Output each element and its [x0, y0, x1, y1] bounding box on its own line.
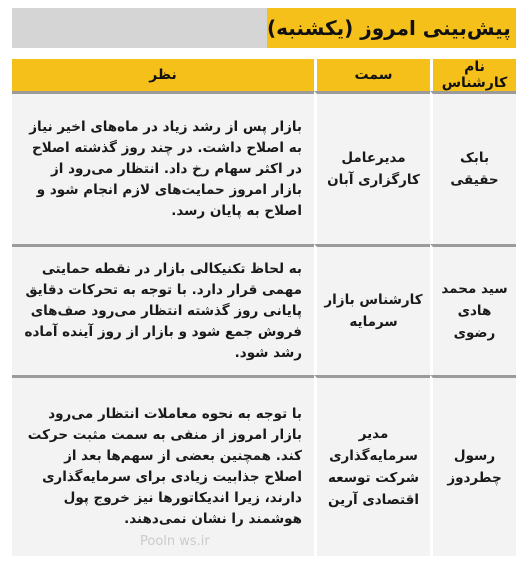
forecast-table — [12, 59, 516, 556]
expert-name: سید محمد هادی رضوی — [441, 281, 508, 341]
expert-position-cell — [314, 244, 430, 375]
column-header-opinion: نظر — [12, 59, 314, 91]
table-header-row — [12, 59, 516, 91]
expert-name-cell — [430, 375, 516, 556]
expert-position: مدیرعامل کارگزاری آبان — [327, 150, 420, 188]
expert-name: بابک حقیقی — [450, 150, 499, 188]
expert-position: مدیر سرمایه‌گذاری شرکت توسعه اقتصادی آرین — [327, 426, 420, 508]
expert-name: رسول چطردوز — [447, 448, 502, 486]
expert-position: کارشناس بازار سرمایه — [324, 292, 423, 330]
title-bar — [12, 8, 516, 48]
watermark: Pooln ws.ir — [140, 534, 210, 549]
expert-opinion-cell — [12, 244, 314, 375]
expert-position-cell — [314, 375, 430, 556]
expert-opinion: به لحاظ تکنیکالی بازار در نقطه حمایتی مهمی قرار دارد. با توجه به تحرکات دقایق پایانی روز گذشته انتظار می‌رود صف‌های فروش جمع شود و بازار از روز آینده آماده رشد شود. — [24, 260, 302, 361]
expert-name-cell — [430, 244, 516, 375]
expert-name-cell — [430, 91, 516, 244]
table-row — [12, 375, 516, 556]
page-title: پیش‌بینی امروز (یکشنبه) — [267, 16, 511, 40]
expert-opinion-cell — [12, 91, 314, 244]
column-header-name: نام کارشناس — [430, 59, 516, 91]
column-header-position: سمت — [314, 59, 430, 91]
table-row — [12, 91, 516, 244]
expert-opinion-cell — [12, 375, 314, 556]
expert-opinion: با توجه به نحوه معاملات انتظار می‌رود بازار امروز از منفی به سمت مثبت حرکت کند. همچنین بعضی از سهم‌ها بعد از اصلاح جذابیت زیادی برای سرمایه‌گذاری دارند، زیرا اندیکاتورها نیز خروج پول هوشمند را نشان نمی‌دهند. — [27, 406, 302, 527]
table-row — [12, 244, 516, 375]
expert-position-cell — [314, 91, 430, 244]
title-box — [267, 8, 516, 48]
expert-opinion: بازار پس از رشد زیاد در ماه‌های اخیر نیاز به اصلاح داشت. در چند روز گذشته اصلاح در اکثر سهام رخ داد. انتظار می‌رود از بازار امروز حمایت‌های لازم انجام شود و اصلاح به پایان رسد. — [29, 118, 302, 219]
